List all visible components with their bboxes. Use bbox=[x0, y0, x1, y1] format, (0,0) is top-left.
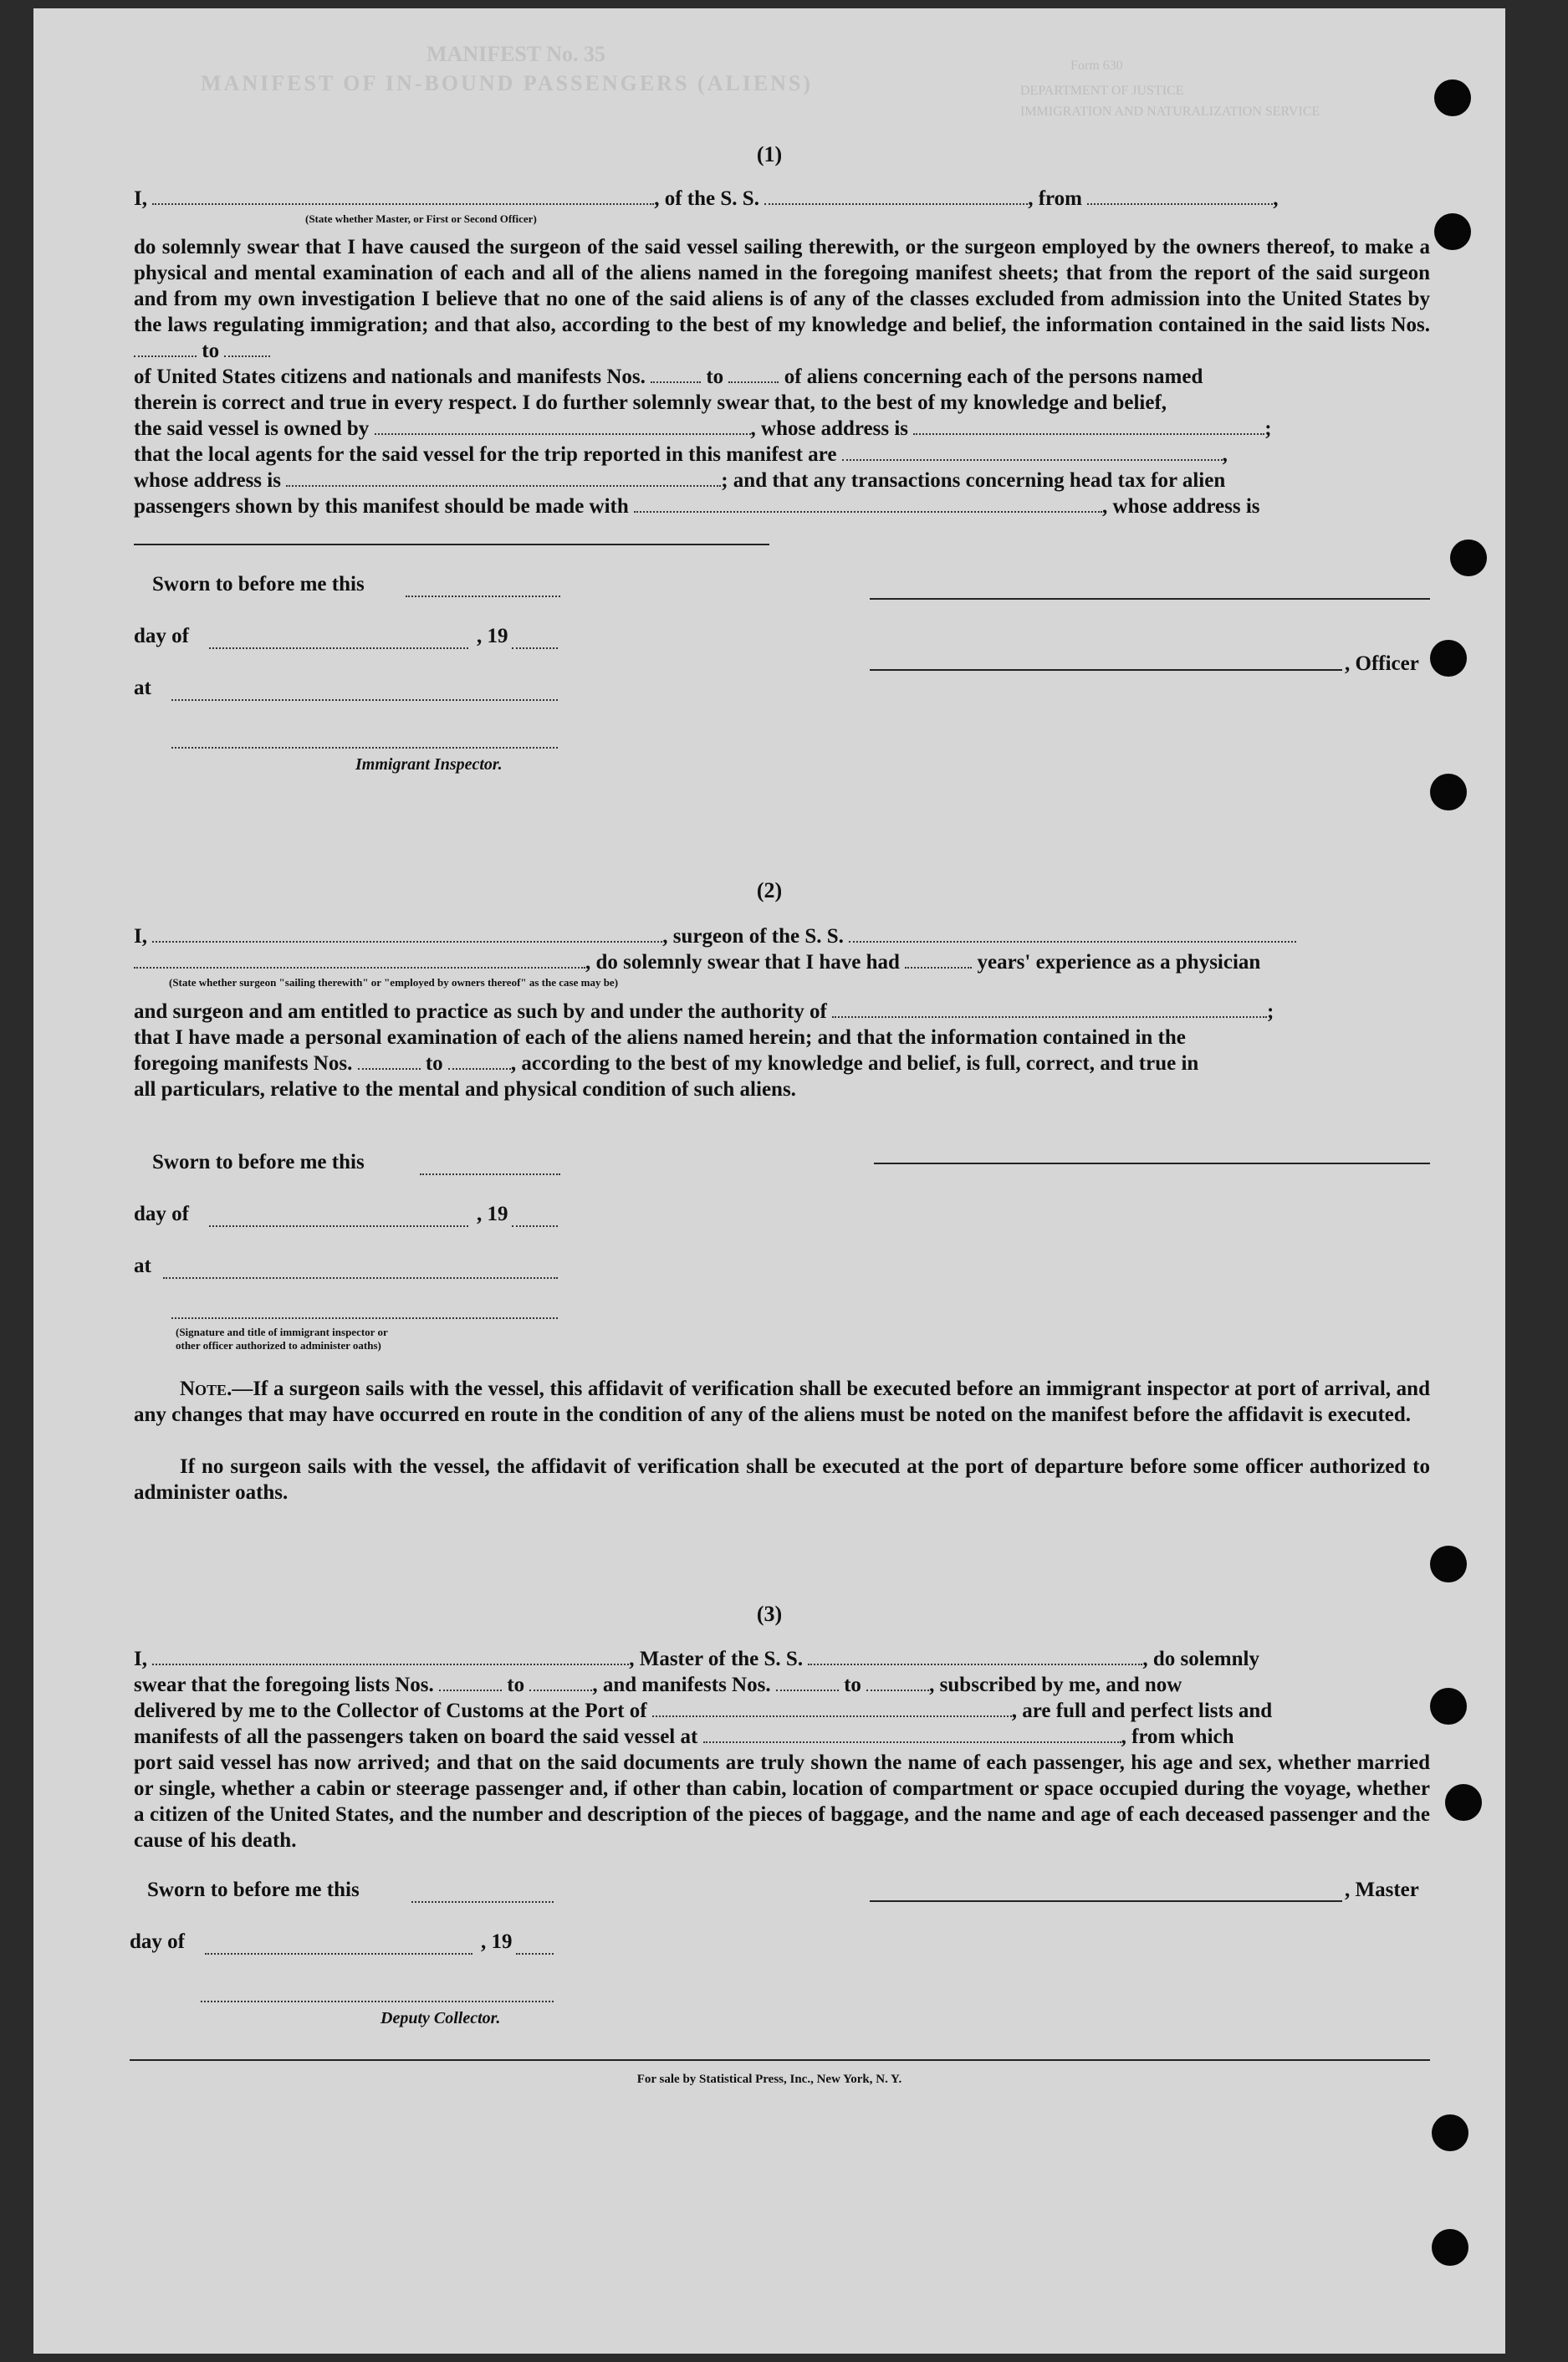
s3-text: port said vessel has now arrived; and that on the said documents are truly shown the name of each passenger, his age and sex, whether married or single, whether a cabin or steerage passenger and, if other than cabin, location of compartment or space occupied during the voyage, whether a citizen of the United States, and the number and description of the pieces of baggage, and the name and age of each deceased passenger and the cause of his death. bbox=[134, 1751, 1430, 1852]
s2-paragraph bbox=[134, 999, 1430, 1102]
inspector-title: Immigrant Inspector. bbox=[355, 755, 503, 774]
officer-label: , Officer bbox=[1345, 652, 1419, 675]
s1-text: , of the S. S. bbox=[654, 187, 759, 210]
s2-sworn-field[interactable] bbox=[420, 1173, 560, 1175]
s1-text: to bbox=[202, 340, 220, 362]
punch-hole-1 bbox=[1434, 79, 1471, 116]
s3-vessel-field[interactable] bbox=[808, 1647, 1142, 1665]
deputy-collector-title: Deputy Collector. bbox=[381, 2009, 501, 2027]
ghost-manifest-no: MANIFEST No. 35 bbox=[426, 42, 606, 66]
section-1-number: (1) bbox=[756, 142, 783, 166]
note-text: —If a surgeon sails with the vessel, this affidavit of verification shall be executed before an immigrant inspector at port of arrival, and any changes that may have occurred en route in the condition of any of the aliens must be noted on the manifest before the affidavit is executed. bbox=[134, 1378, 1430, 1426]
s1-text: do solemnly swear that I have caused the surgeon of the said vessel sailing therewith, or the surgeon employed by the owners thereof, to make a physical and mental examination of each and all of the aliens named in the foregoing manifest sheets; that from the report of the said surgeon and from my own investigation I believe that no one of the said aliens is of any of the classes excluded from admission into the United States by the laws regulating immigration; and that also, according to the best of my knowledge and belief, the information contained in the said lists Nos. bbox=[134, 236, 1430, 336]
punch-hole-5 bbox=[1430, 774, 1467, 810]
s2-day-of-label: day of bbox=[134, 1203, 189, 1225]
s3-text: swear that the foregoing lists Nos. bbox=[134, 1674, 434, 1696]
s2-text: , surgeon of the S. S. bbox=[662, 925, 844, 948]
s3-paragraph bbox=[134, 1646, 1430, 1853]
deputy-collector-line[interactable] bbox=[201, 2001, 554, 2002]
customs-port-field[interactable] bbox=[652, 1699, 1012, 1717]
note-paragraph-2: If no surgeon sails with the vessel, the affidavit of verification shall be executed at the port of departure before some officer authorized to administer oaths. bbox=[134, 1455, 1430, 1504]
officer-signature-line-2[interactable] bbox=[870, 669, 1342, 671]
section-2-number: (2) bbox=[756, 878, 783, 902]
s3-text: to bbox=[507, 1674, 525, 1696]
s2-text: , according to the best of my knowledge and belief, is full, correct, and true in bbox=[510, 1052, 1199, 1075]
s3-text: , from which bbox=[1121, 1725, 1234, 1748]
footer-rule bbox=[130, 2059, 1430, 2061]
s3-text: , and manifests Nos. bbox=[592, 1674, 771, 1696]
s3-sworn-field[interactable] bbox=[411, 1901, 554, 1903]
punch-hole-8 bbox=[1445, 1784, 1482, 1821]
s3-lists-from-field[interactable] bbox=[439, 1673, 502, 1691]
s1-text: , whose address is bbox=[750, 417, 909, 440]
s1-text: of United States citizens and nationals and manifests Nos. bbox=[134, 366, 646, 388]
punch-hole-4 bbox=[1430, 640, 1467, 677]
authority-field[interactable] bbox=[832, 1000, 1267, 1018]
s3-text: , do solemnly bbox=[1142, 1648, 1259, 1670]
at-field[interactable] bbox=[171, 699, 558, 701]
s1-text: to bbox=[706, 366, 724, 388]
form-page bbox=[33, 8, 1505, 2354]
master-label: , Master bbox=[1345, 1879, 1419, 1901]
s2-text: all particulars, relative to the mental and physical condition of such aliens. bbox=[134, 1078, 796, 1101]
ghost-title: MANIFEST OF IN-BOUND PASSENGERS (ALIENS) bbox=[201, 71, 814, 95]
s1-text: ; bbox=[1264, 417, 1272, 440]
s2-line-2 bbox=[134, 950, 1430, 975]
ghost-right-1: Form 630 bbox=[1070, 59, 1123, 73]
s2-text: and surgeon and am entitled to practice as such by and under the authority of bbox=[134, 1000, 827, 1023]
s1-text: passengers shown by this manifest should be made with bbox=[134, 495, 629, 518]
s3-text: , are full and perfect lists and bbox=[1011, 1700, 1273, 1722]
punch-hole-6 bbox=[1430, 1546, 1467, 1582]
s2-text: foregoing manifests Nos. bbox=[134, 1052, 353, 1075]
head-tax-party-field[interactable] bbox=[634, 494, 1102, 513]
s1-text: , bbox=[1222, 443, 1228, 466]
address-continuation-line[interactable] bbox=[134, 544, 769, 545]
punch-hole-9 bbox=[1432, 2114, 1468, 2151]
s3-day-of-label: day of bbox=[130, 1930, 185, 1953]
alien-manifest-from-field[interactable] bbox=[651, 365, 701, 383]
s2-manifest-to-field[interactable] bbox=[448, 1051, 511, 1070]
owner-address-field[interactable] bbox=[913, 417, 1264, 435]
s2-inspector-caption-1: (Signature and title of immigrant inspector or bbox=[176, 1326, 388, 1338]
local-agents-field[interactable] bbox=[842, 442, 1223, 461]
s1-text: , whose address is bbox=[1102, 495, 1260, 518]
s1-text: that the local agents for the said vessel for the trip reported in this manifest are bbox=[134, 443, 837, 466]
s2-inspector-line[interactable] bbox=[171, 1317, 558, 1319]
s1-text: ; and that any transactions concerning head tax for alien bbox=[721, 469, 1226, 492]
s3-text: manifests of all the passengers taken on board the said vessel at bbox=[134, 1725, 698, 1748]
s2-inspector-caption-2: other officer authorized to administer oaths) bbox=[176, 1339, 381, 1352]
from-port-field[interactable] bbox=[1087, 187, 1273, 205]
inspector-signature-line[interactable] bbox=[171, 747, 558, 749]
officer-signature-line-1[interactable] bbox=[870, 598, 1430, 600]
s1-line-1 bbox=[134, 187, 1430, 212]
ghost-right-3: IMMIGRATION AND NATURALIZATION SERVICE bbox=[1020, 105, 1320, 119]
s1-text: therein is correct and true in every respect. I do further solemnly swear that, to the best of my knowledge and belief, bbox=[134, 391, 1167, 414]
section-3-number: (3) bbox=[756, 1602, 783, 1626]
s2-day-of-field[interactable] bbox=[209, 1225, 468, 1227]
s1-paragraph bbox=[134, 234, 1430, 519]
ghost-right-2: DEPARTMENT OF JUSTICE bbox=[1020, 84, 1184, 98]
s3-text: I, bbox=[134, 1648, 147, 1670]
sworn-day-field[interactable] bbox=[406, 596, 560, 597]
s3-text: to bbox=[844, 1674, 861, 1696]
sworn-label: Sworn to before me this bbox=[152, 573, 365, 596]
s3-manifests-from-field[interactable] bbox=[776, 1673, 839, 1691]
s3-text: delivered by me to the Collector of Customs at the Port of bbox=[134, 1700, 647, 1722]
master-name-field[interactable] bbox=[152, 1647, 629, 1665]
note-label: Note. bbox=[180, 1378, 232, 1400]
s1-text: , bbox=[1273, 187, 1279, 210]
embark-port-field[interactable] bbox=[703, 1725, 1121, 1743]
s2-text: to bbox=[425, 1052, 443, 1075]
s2-text: that I have made a personal examination of each of the aliens named herein; and that the information contained in the bbox=[134, 1026, 1186, 1049]
s1-text: whose address is bbox=[134, 469, 281, 492]
year-field[interactable] bbox=[512, 647, 558, 649]
s2-at-label: at bbox=[134, 1255, 151, 1277]
s1-text: the said vessel is owned by bbox=[134, 417, 370, 440]
citizen-list-from-field[interactable] bbox=[134, 339, 197, 357]
years-experience-field[interactable] bbox=[905, 950, 972, 969]
s3-day-of-field[interactable] bbox=[205, 1953, 472, 1955]
punch-hole-3 bbox=[1450, 539, 1487, 576]
punch-hole-7 bbox=[1430, 1688, 1467, 1725]
s3-lists-to-field[interactable] bbox=[529, 1673, 592, 1691]
s2-manifest-from-field[interactable] bbox=[358, 1051, 421, 1070]
printer-footer: For sale by Statistical Press, Inc., New York, N. Y. bbox=[636, 2073, 902, 2086]
s2-sworn-label: Sworn to before me this bbox=[152, 1151, 365, 1173]
s2-text: ; bbox=[1267, 1000, 1274, 1023]
s1-text: of aliens concerning each of the persons named bbox=[784, 366, 1203, 388]
s2-vessel-field[interactable] bbox=[849, 924, 1296, 943]
s2-text: , do solemnly swear that I have had bbox=[585, 951, 900, 974]
s3-manifests-to-field[interactable] bbox=[866, 1673, 929, 1691]
year-label: , 19 bbox=[477, 625, 508, 647]
officer-name-field[interactable] bbox=[152, 187, 654, 205]
surgeon-name-field[interactable] bbox=[152, 924, 662, 943]
s2-text: years' experience as a physician bbox=[977, 951, 1261, 974]
s2-at-field[interactable] bbox=[163, 1277, 558, 1279]
officer-caption: (State whether Master, or First or Second Officer) bbox=[305, 212, 537, 225]
alien-manifest-to-field[interactable] bbox=[728, 365, 779, 383]
s3-text: , subscribed by me, and now bbox=[929, 1674, 1182, 1696]
s3-year-field[interactable] bbox=[516, 1953, 554, 1955]
s3-sworn-label: Sworn to before me this bbox=[147, 1879, 360, 1901]
s2-year-label: , 19 bbox=[477, 1203, 508, 1225]
s2-text: I, bbox=[134, 925, 147, 948]
day-of-field[interactable] bbox=[209, 647, 468, 649]
s2-line-1 bbox=[134, 924, 1430, 949]
day-of-label: day of bbox=[134, 625, 189, 647]
s3-year-label: , 19 bbox=[481, 1930, 513, 1953]
s1-text: , from bbox=[1028, 187, 1082, 210]
punch-hole-2 bbox=[1434, 213, 1471, 250]
at-label: at bbox=[134, 677, 151, 699]
s3-text: , Master of the S. S. bbox=[629, 1648, 804, 1670]
owner-field[interactable] bbox=[375, 417, 751, 435]
surgeon-signature-line[interactable] bbox=[874, 1163, 1430, 1164]
surgeon-status-field[interactable] bbox=[134, 950, 585, 969]
s2-year-field[interactable] bbox=[512, 1225, 558, 1227]
vessel-name-field[interactable] bbox=[764, 187, 1028, 205]
surgeon-caption: (State whether surgeon "sailing therewith" or "employed by owners thereof" as the case may be) bbox=[169, 976, 619, 989]
note-paragraph bbox=[134, 1376, 1430, 1428]
citizen-list-to-field[interactable] bbox=[224, 339, 270, 357]
master-signature-line[interactable] bbox=[870, 1900, 1342, 1902]
s1-text: I, bbox=[134, 187, 147, 210]
punch-hole-10 bbox=[1432, 2229, 1468, 2266]
agents-address-field[interactable] bbox=[286, 468, 721, 487]
